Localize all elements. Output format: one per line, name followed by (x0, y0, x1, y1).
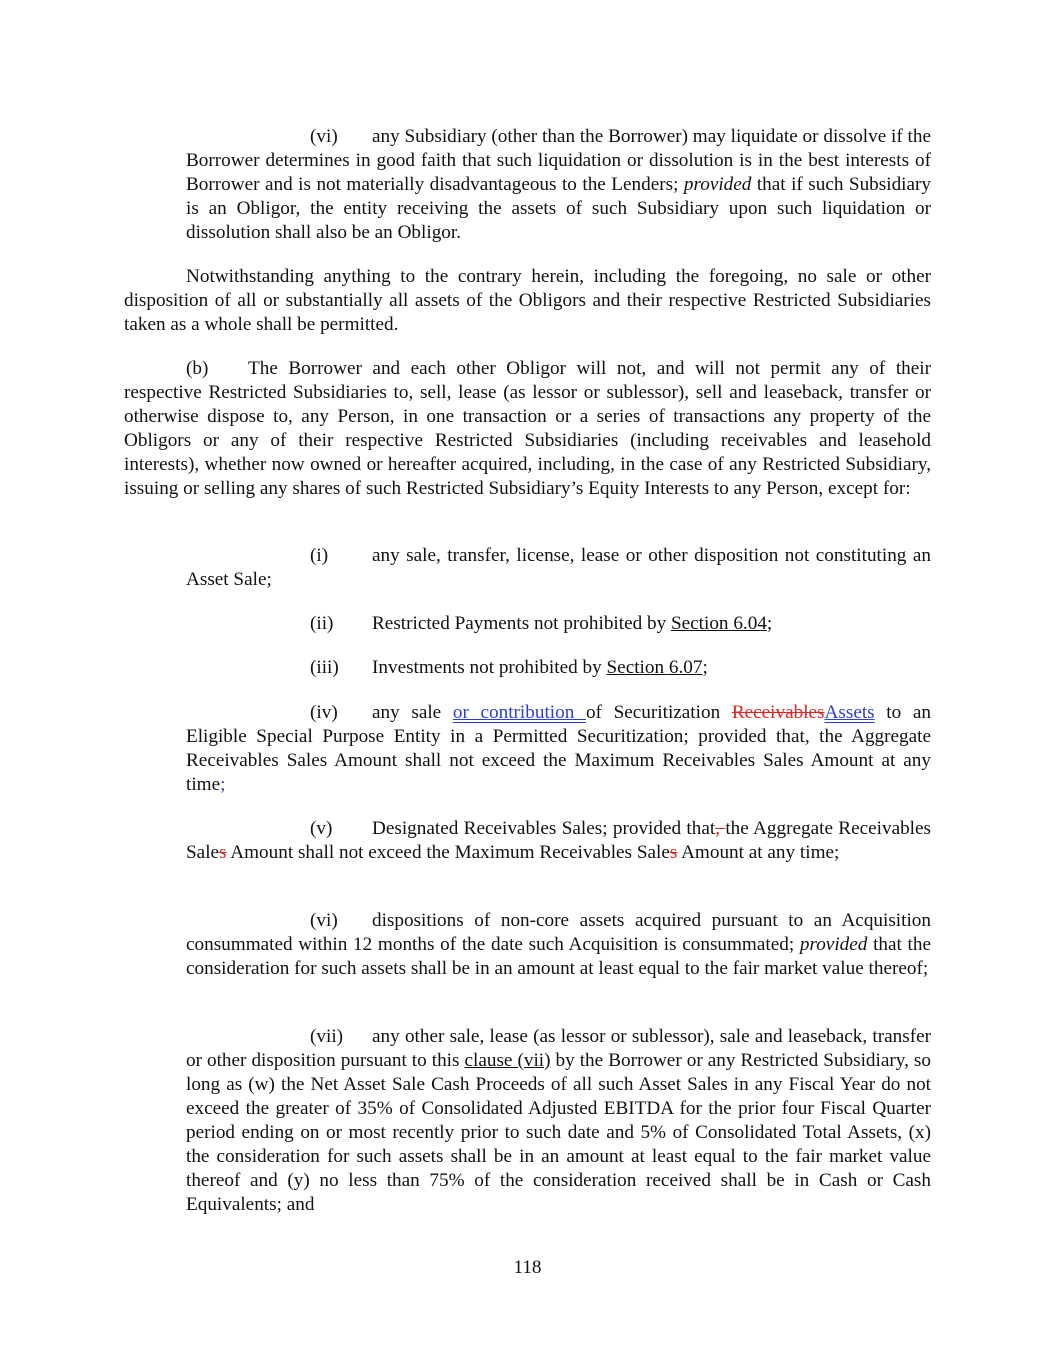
paragraph-notwithstanding: Notwithstanding anything to the contrary herein, including the foregoing, no sale or other disposition of all or substantially all assets of the Obligors and their respective Restricted Subsidiaries taken as a whole shall be permitted. (124, 266, 931, 335)
inserted-text: ; (220, 774, 226, 795)
clause-label: (iv) (310, 702, 338, 723)
paragraph-v: (v) Designated Receivables Sales; provided that, the Aggregate Receivables Sales Amount shall not exceed the Maximum Receivables Sales Amount at any time; (186, 818, 931, 863)
clause-label: (iii) (310, 657, 339, 678)
page-number: 118 (513, 1257, 542, 1278)
clause-label: (vi) (310, 910, 338, 931)
paragraph-ii: (ii) Restricted Payments not prohibited by Section 6.04; (310, 613, 773, 634)
clause-label: (vi) (310, 126, 338, 147)
clause-label: (vii) (310, 1026, 344, 1047)
clause-label: (b) (186, 358, 209, 379)
clause-label: (ii) (310, 613, 334, 634)
paragraph-b: (b) The Borrower and each other Obligor will not, and will not permit any of their respective Restricted Subsidiaries to, sell, lease (as lessor or sublessor), sell and leaseback, transfer or otherwise dispose to, any Person, in one transaction or a series of transactions any property of the Obligors or any of their respective Restricted Subsidiaries (including receivables and leasehold interests), whether now owned or hereafter acquired, including, in the case of any Restricted Subsidiary, issuing or selling any shares of such Restricted Subsidiary’s Equity Interests to any Person, except for: (124, 358, 931, 499)
paragraph-vii: (vii) any other sale, lease (as lessor or sublessor), sale and leaseback, transfer or other disposition pursuant to this clause (vii) by the Borrower or any Restricted Subsidiary, so long as (w) the Net Asset Sale Cash Proceeds of all such Asset Sales in any Fiscal Year do not exceed the greater of 35% of Consolidated Adjusted EBITDA for the prior four Fiscal Quarter period ending on or most recently prior to such date and 5% of Consolidated Total Assets, (x) the consideration for such assets shall be in an amount at least equal to the fair market value thereof and (y) no less than 75% of the consideration received shall be in Cash or Cash Equivalents; and (186, 1026, 931, 1215)
inserted-text: Assets (824, 702, 875, 723)
deleted-text: s (219, 842, 227, 863)
paragraph-i: (i) any sale, transfer, license, lease or other disposition not constituting an Asset Sale; (186, 545, 931, 590)
deleted-text: , (715, 818, 726, 839)
section-reference-link[interactable]: Section 6.04 (670, 613, 767, 634)
clause-reference-link[interactable]: clause (vii) (464, 1050, 551, 1071)
section-reference-link[interactable]: Section 6.07 (606, 657, 703, 678)
paragraph-vi-liquidation: (vi) any Subsidiary (other than the Borrower) may liquidate or dissolve if the Borrower determines in good faith that such liquidation or dissolution is in the best interests of Borrower and is not materially disadvantageous to the Lenders; provided that if such Subsidiary is an Obligor, the entity receiving the assets of such Subsidiary upon such liquidation or dissolution shall also be an Obligor. (186, 126, 931, 243)
clause-label: (i) (310, 545, 329, 566)
paragraph-vi-dispositions: (vi) dispositions of non-core assets acquired pursuant to an Acquisition consummated within 12 months of the date such Acquisition is consummated; provided that the consideration for such assets shall be in an amount at least equal to the fair market value thereof; (186, 910, 931, 979)
deleted-text: Receivables (731, 702, 825, 723)
clause-label: (v) (310, 818, 333, 839)
paragraph-iii: (iii) Investments not prohibited by Section 6.07; (310, 657, 708, 678)
deleted-text: s (669, 842, 678, 863)
inserted-text: or contribution (452, 702, 586, 723)
paragraph-iv: (iv) any sale or contribution of Securitization ReceivablesAssets to an Eligible Special Purpose Entity in a Permitted Securitization; provided that, the Aggregate Receivables Sales Amount shall not exceed the Maximum Receivables Sales Amount at any time; (186, 702, 931, 795)
